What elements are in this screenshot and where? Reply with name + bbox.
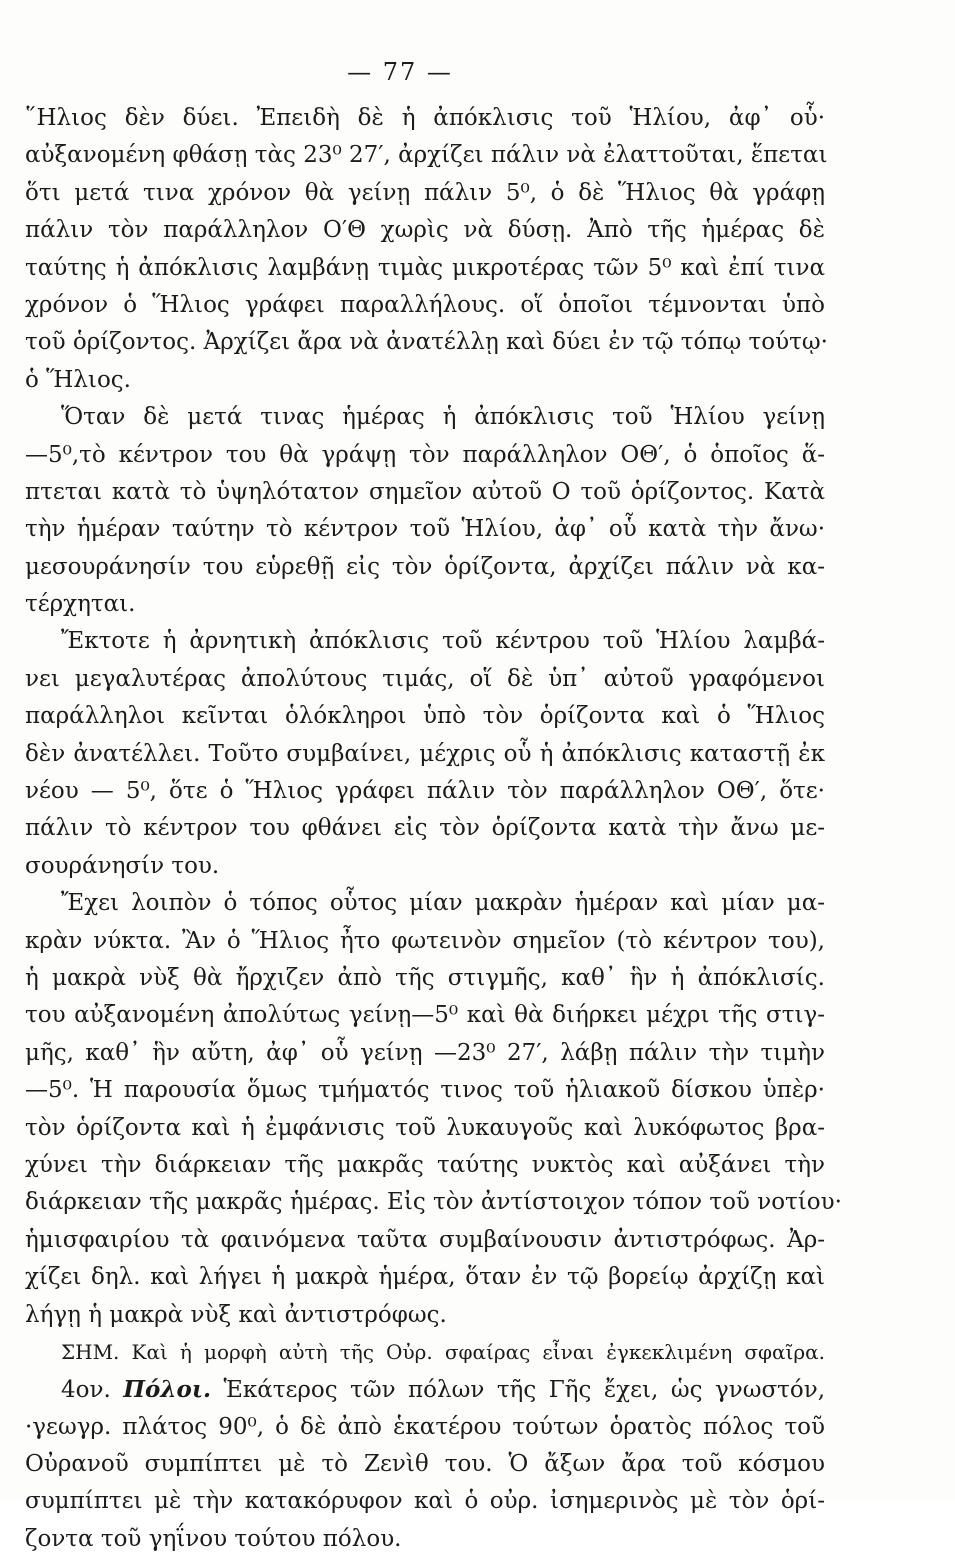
text-line: τέρχηται. — [25, 591, 136, 618]
text-line: ταύτης ἡ ἀπόκλισις λαμβάνῃ τιμὰς μικροτέρας τῶν 5⁰ καὶ ἐπί τινα — [25, 254, 825, 281]
text-line: χύνει τὴν διάρκειαν τῆς μακρᾶς ταύτης νυκτὸς καὶ αὐξάνει τὴν — [25, 1151, 825, 1178]
section-heading-line — [25, 1371, 825, 1408]
text-line: ἡμισφαιρίου τὰ φαινόμενα ταῦτα συμβαίνουσιν ἀντιστρόφως. Ἀρ- — [25, 1226, 825, 1253]
text-line: συμπίπτει μὲ τὴν κατακόρυφον καὶ ὁ οὐρ. ἰσημερινὸς μὲ τὸν ὁρί- — [25, 1488, 825, 1515]
section-text: Ἑκάτερος τῶν πόλων τῆς Γῆς ἔχει, ὡς γνωστόν, — [223, 1377, 826, 1404]
text-line: τὴν ἡμέραν ταύτην τὸ κέντρον τοῦ Ἡλίου, ἀφ᾽ οὗ κατὰ τὴν ἄνω· — [25, 516, 825, 543]
text-line: μῆς, καθ᾽ ἣν αὔτη, ἀφ᾽ οὗ γείνῃ —23⁰ 27′, λάβῃ πάλιν τὴν τιμὴν — [25, 1039, 825, 1066]
text-line: ὅτι μετά τινα χρόνον θὰ γείνῃ πάλιν 5⁰, ὁ δὲ Ἥλιος θὰ γράφῃ — [25, 179, 825, 206]
text-line: διάρκειαν τῆς μακρᾶς ἡμέρας. Εἰς τὸν ἀντίστοιχον τόπον τοῦ νοτίου· — [25, 1189, 842, 1216]
section-number: 4ον. — [61, 1377, 111, 1404]
text-line: πτεται κατὰ τὸ ὑψηλότατον σημεῖον αὐτοῦ Ο τοῦ ὁρίζοντος. Κατὰ — [25, 478, 825, 505]
note-line: ΣΗΜ. Καὶ ἡ μορφὴ αὐτὴ τῆς Οὐρ. σφαίρας εἶναι ἐγκεκλιμένη σφαῖρα. — [61, 1339, 825, 1364]
text-line: παράλληλοι κεῖνται ὁλόκληροι ὑπὸ τὸν ὁρίζοντα καὶ ὁ Ἥλιος — [25, 703, 825, 730]
text-line: τοῦ ὁρίζοντος. Ἀρχίζει ἄρα νὰ ἀνατέλλῃ καὶ δύει ἐν τῷ τόπῳ τούτῳ· — [25, 329, 828, 356]
page-number: — 77 — — [347, 58, 453, 86]
text-line: δὲν ἀνατέλλει. Τοῦτο συμβαίνει, μέχρις οὗ ἡ ἀπόκλισις καταστῇ ἐκ — [25, 740, 825, 767]
text-line: Ἔχει λοιπὸν ὁ τόπος οὗτος μίαν μακρὰν ἡμέραν καὶ μίαν μα- — [61, 890, 825, 917]
text-line: ὁ Ἥλιος. — [25, 366, 131, 393]
text-line: Ἔκτοτε ἡ ἀρνητικὴ ἀπόκλισις τοῦ κέντρου τοῦ Ἡλίου λαμβά- — [61, 628, 825, 655]
text-line: αὐξανομένη φθάσῃ τὰς 23⁰ 27′, ἀρχίζει πάλιν νὰ ἐλαττοῦται, ἕπεται — [25, 142, 828, 169]
body-text — [25, 100, 842, 1558]
text-line: ἡ μακρὰ νὺξ θὰ ἤρχιζεν ἀπὸ τῆς στιγμῆς, καθ᾽ ἣν ἡ ἀπόκλισίς. — [25, 964, 825, 991]
text-line: χρόνον ὁ Ἥλιος γράφει παραλλήλους. οἵ ὁποῖοι τέμνονται ὑπὸ — [25, 291, 825, 318]
text-line: νει μεγαλυτέρας ἀπολύτους τιμάς, οἵ δὲ ὑπ᾽ αὐτοῦ γραφόμενοι — [25, 665, 825, 692]
text-line: —5⁰. Ἡ παρουσία ὅμως τμήματός τινος τοῦ ἡλιακοῦ δίσκου ὑπὲρ· — [25, 1077, 825, 1104]
text-line: λήγῃ ἡ μακρὰ νὺξ καὶ ἀντιστρόφως. — [25, 1301, 447, 1328]
text-line: ·γεωγρ. πλάτος 90⁰, ὁ δὲ ἀπὸ ἑκατέρου τούτων ὁρατὸς πόλος τοῦ — [25, 1413, 825, 1440]
text-line: του αὐξανομένη ἀπολύτως γείνῃ—5⁰ καὶ θὰ διήρκει μέχρι τῆς στιγ- — [25, 1002, 825, 1029]
text-line: κρὰν νύκτα. Ἂν ὁ Ἥλιος ἦτο φωτεινὸν σημεῖον (τὸ κέντρον του), — [25, 927, 825, 954]
text-line: πάλιν τὸν παράλληλον Ο′Θ χωρὶς νὰ δύσῃ. Ἀπὸ τῆς ἡμέρας δὲ — [25, 217, 825, 244]
text-line: Ὅταν δὲ μετά τινας ἡμέρας ἡ ἀπόκλισις τοῦ Ἡλίου γείνῃ — [61, 404, 825, 431]
text-line: ῞Ηλιος δὲν δύει. Ἐπειδὴ δὲ ἡ ἀπόκλισις τοῦ Ἡλίου, ἀφ᾽ οὗ· — [25, 105, 825, 131]
text-line: ζοντα τοῦ γηΐνου τούτου πόλου. — [25, 1525, 402, 1552]
text-line: πάλιν τὸ κέντρον του φθάνει εἰς τὸν ὁρίζοντα κατὰ τὴν ἄνω με- — [25, 815, 825, 842]
text-line: Οὐρανοῦ συμπίπτει μὲ τὸ Ζενὶθ του. Ὁ ἄξων ἄρα τοῦ κόσμου — [25, 1451, 825, 1478]
section-title: Πόλοι. — [123, 1376, 211, 1404]
text-line: μεσουράνησίν του εὑρεθῇ εἰς τὸν ὁρίζοντα, ἀρχίζει πάλιν νὰ κα- — [25, 553, 825, 580]
text-line: —5⁰,τὸ κέντρον του θὰ γράψῃ τὸν παράλληλον ΟΘ′, ὁ ὁποῖος ἅ- — [25, 441, 825, 468]
text-line: νέου — 5⁰, ὅτε ὁ Ἥλιος γράφει πάλιν τὸν παράλληλον ΟΘ′, ὅτε· — [25, 778, 825, 805]
text-line: σουράνησίν του. — [25, 852, 220, 879]
text-line: χίζει δηλ. καὶ λήγει ἡ μακρὰ ἡμέρα, ὅταν ἐν τῷ βορείῳ ἀρχίζῃ καὶ — [25, 1264, 825, 1291]
text-line: τὸν ὁρίζοντα καὶ ἡ ἐμφάνισις τοῦ λυκαυγοῦς καὶ λυκόφωτος βρα- — [25, 1114, 825, 1141]
